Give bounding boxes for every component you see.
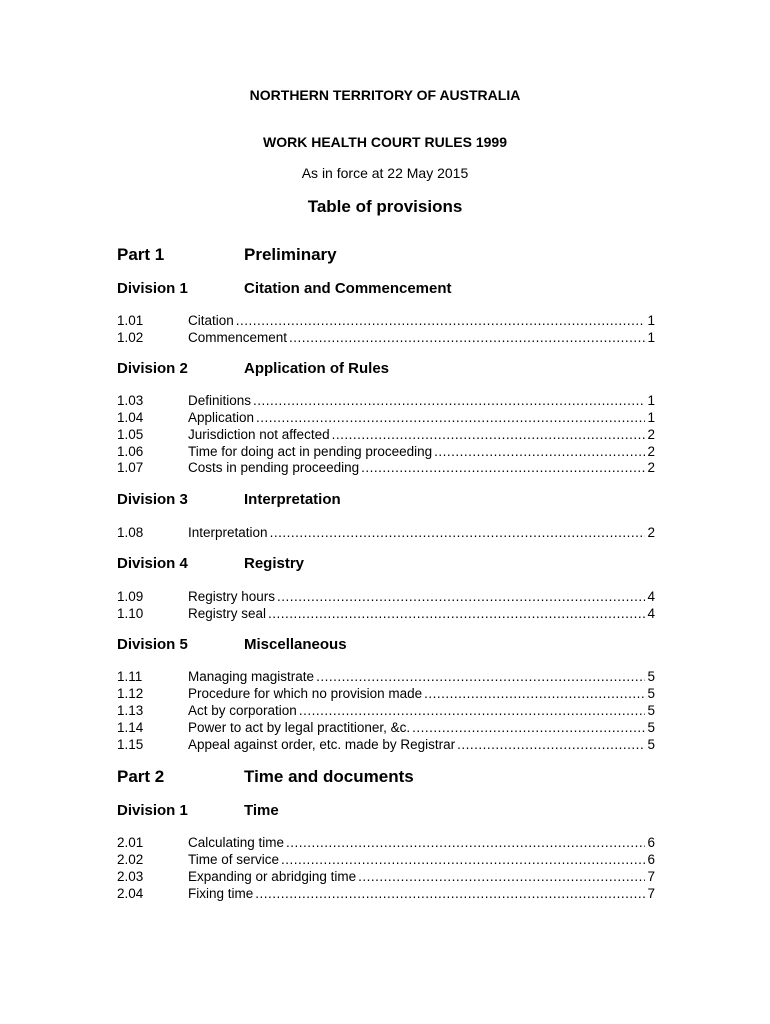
page-number: 2 [647,460,655,475]
dot-leader [286,834,645,851]
document-title: WORK HEALTH COURT RULES 1999 [263,134,507,150]
page-number: 1 [647,313,655,328]
toc-entry[interactable] [117,685,655,702]
part-title: Preliminary [244,245,337,264]
provision-number: 1.04 [117,410,144,425]
provision-title: Commencement [188,330,288,345]
page-number: 7 [647,869,655,884]
toc-entry[interactable] [117,885,655,902]
part-label: Part 1 [117,245,165,264]
provision-title: Costs in pending proceeding [188,460,360,475]
provision-number: 1.13 [117,703,144,718]
part-label: Part 2 [117,767,165,786]
dot-leader [270,524,646,541]
provision-title: Expanding or abridging time [188,869,357,884]
dot-leader [236,312,646,329]
dot-leader [289,329,645,346]
page-number: 1 [647,410,655,425]
provision-title: Calculating time [188,835,285,850]
dot-leader [255,885,645,902]
provision-title: Jurisdiction not affected [188,427,330,442]
dot-leader [332,426,646,443]
provision-number: 1.15 [117,737,144,752]
provision-number: 1.05 [117,427,144,442]
provision-title: Fixing time [188,886,254,901]
division-title: Interpretation [244,491,341,508]
toc-entry[interactable] [117,409,655,426]
provision-number: 2.01 [117,835,144,850]
toc-entry[interactable] [117,588,655,605]
toc-entry[interactable] [117,426,655,443]
provision-title: Act by corporation [188,703,297,718]
page-number: 2 [647,444,655,459]
provision-number: 1.08 [117,525,144,540]
division-label: Division 1 [117,802,188,819]
toc-entry[interactable] [117,702,655,719]
provision-number: 2.04 [117,886,144,901]
dot-leader [299,702,646,719]
page-number: 1 [647,393,655,408]
page-number: 4 [647,589,655,604]
dot-leader [253,392,645,409]
page-number: 5 [647,669,655,684]
provision-number: 1.02 [117,330,144,345]
provision-number: 1.11 [117,669,143,684]
dot-leader [457,736,645,753]
toc-entry[interactable] [117,851,655,868]
dot-leader [256,409,645,426]
provision-title: Interpretation [188,525,268,540]
provision-number: 1.06 [117,444,144,459]
dot-leader [412,719,645,736]
page-number: 6 [647,852,655,867]
provision-title: Procedure for which no provision made [188,686,423,701]
page-number: 1 [647,330,655,345]
provision-number: 1.01 [117,313,144,328]
page-number: 6 [647,835,655,850]
page-number: 5 [647,720,655,735]
dot-leader [268,605,645,622]
provision-number: 1.12 [117,686,144,701]
provision-title: Power to act by legal practitioner, &c. [188,720,411,735]
division-title: Application of Rules [244,360,390,377]
toc-entry[interactable] [117,736,655,753]
page-number: 4 [647,606,655,621]
provision-title: Appeal against order, etc. made by Registrar [188,737,456,752]
provision-number: 1.09 [117,589,144,604]
toc-entry[interactable] [117,329,655,346]
jurisdiction-heading: NORTHERN TERRITORY OF AUSTRALIA [249,87,521,103]
dot-leader [316,668,645,685]
provision-title: Time of service [188,852,280,867]
division-label: Division 2 [117,360,188,377]
toc-entry[interactable] [117,459,655,476]
division-title: Registry [244,555,305,572]
toc-entry[interactable] [117,834,655,851]
toc-entry[interactable] [117,605,655,622]
dot-leader [424,685,645,702]
division-label: Division 1 [117,280,188,297]
toc-entry[interactable] [117,719,655,736]
provision-title: Registry seal [188,606,267,621]
provision-number: 1.07 [117,460,144,475]
dot-leader [358,868,645,885]
dot-leader [281,851,645,868]
division-label: Division 3 [117,491,188,508]
provision-number: 2.03 [117,869,144,884]
division-title: Citation and Commencement [244,280,452,297]
toc-heading: Table of provisions [307,197,463,216]
in-force-date: As in force at 22 May 2015 [301,165,469,181]
provision-number: 1.10 [117,606,144,621]
provision-title: Citation [188,313,234,328]
division-title: Time [244,802,279,819]
toc-entry[interactable] [117,392,655,409]
provision-title: Time for doing act in pending proceeding [188,444,433,459]
toc-entry[interactable] [117,668,655,685]
provision-title: Registry hours [188,589,276,604]
provision-title: Managing magistrate [188,669,315,684]
provision-title: Application [188,410,255,425]
provision-number: 1.14 [117,720,144,735]
toc-entry[interactable] [117,868,655,885]
provision-number: 2.02 [117,852,144,867]
provision-title: Definitions [188,393,252,408]
division-label: Division 4 [117,555,188,572]
toc-entry[interactable] [117,443,655,460]
part-title: Time and documents [244,767,414,786]
page-number: 2 [647,525,655,540]
dot-leader [434,443,645,460]
toc-entry[interactable] [117,524,655,541]
page-number: 5 [647,686,655,701]
page-number: 2 [647,427,655,442]
toc-entry[interactable] [117,312,655,329]
division-label: Division 5 [117,636,188,653]
page-number: 5 [647,737,655,752]
page-number: 7 [647,886,655,901]
page-number: 5 [647,703,655,718]
dot-leader [277,588,645,605]
dot-leader [361,459,645,476]
division-title: Miscellaneous [244,636,347,653]
provision-number: 1.03 [117,393,144,408]
